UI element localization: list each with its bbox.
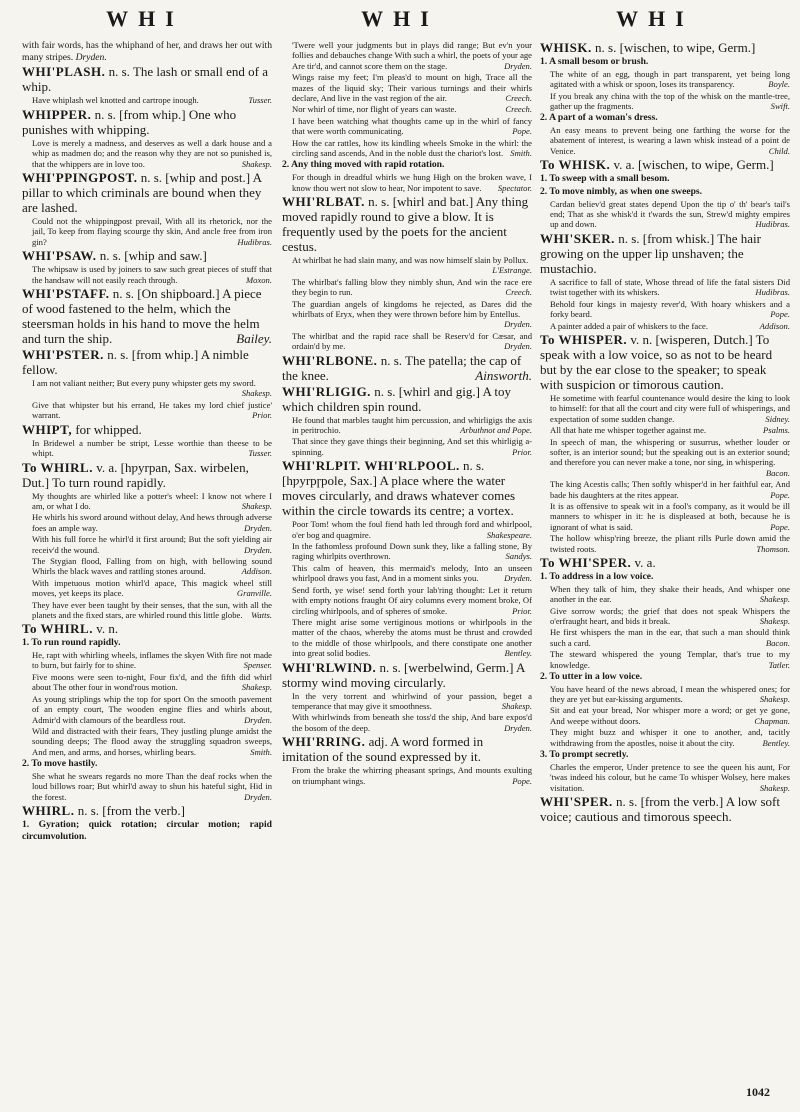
citation: Shakesp. <box>241 158 272 169</box>
quotation-text: Give sorrow words; the grief that does not speak Whispers the o'erfraught heart, and bids it break. <box>550 605 790 626</box>
citation: Chapman. <box>754 715 790 726</box>
quotation <box>282 138 532 159</box>
definition: n. s. [whip and post.] A pillar to which criminals are bound when they are lashed. <box>22 170 262 216</box>
quotation <box>540 69 790 90</box>
citation: Pope. <box>770 309 790 320</box>
headword: WHI'SKER. <box>540 230 615 246</box>
quotation-text: An easy means to prevent being one farthing the worse for the abatement of interest, is wearing a lawn whisk instead of a point de Venice. <box>550 125 790 156</box>
quotation <box>22 491 272 512</box>
quotation <box>22 378 272 399</box>
quotation-text: From the brake the whirring pheasant springs, And mounts exulting on triumphant wings. <box>292 765 532 786</box>
dictionary-entry <box>282 384 532 414</box>
quotation-text: I have been watching what thoughts came up in the whirl of fancy that were worth communicating. <box>292 115 532 137</box>
quotation <box>22 726 272 757</box>
citation: Dryden. <box>504 341 532 352</box>
page-number: 1042 <box>746 1085 770 1099</box>
citation: Arbuthnot and Pope. <box>460 425 532 436</box>
citation: Prior. <box>512 446 532 457</box>
citation: Pope. <box>770 489 790 500</box>
numbered-sense: 2. Any thing moved with rapid rotation. <box>282 159 445 171</box>
quotation <box>22 650 272 671</box>
quotation-text: The white of an egg, though in part transparent, yet being long agitated with a whisk or spoon, loses its transparency. <box>550 68 790 90</box>
dictionary-entry <box>22 248 272 263</box>
headword: WHI'PPINGPOST. <box>22 170 138 186</box>
quotation <box>282 765 532 786</box>
quotation-text: In Bridewel a number be stript, Lesse worthie than theese to be whipt. <box>32 437 272 459</box>
quotation <box>540 125 790 156</box>
quotation <box>282 436 532 457</box>
quotation <box>282 255 532 276</box>
citation: Creech. <box>505 104 532 115</box>
citation: Hudibras. <box>755 287 790 298</box>
quotation-text: Could not the whippingpost prevail, With all its rhetorick, nor the jail, To keep from flaying scourge thy skin, And ancle free from iron gin? <box>32 216 272 247</box>
quotation <box>22 600 272 621</box>
citation: Dryden. <box>244 714 272 725</box>
quotation-text: Wings raise my feet; I'm pleas'd to mount on high, Trace all the mazes of the liquid sky; Their various turnings and their whirls declare, And live in the vast region of the air. <box>292 72 532 104</box>
citation: Dryden. <box>244 544 272 555</box>
quotation <box>540 299 790 320</box>
definition: n. s. [whip and saw.] <box>96 248 207 264</box>
headword: WHI'PLASH. <box>22 64 106 80</box>
quotation-text: With whirlwinds from beneath she toss'd the ship, And bare expos'd the bosom of the deep. <box>292 712 532 733</box>
headword: WHI'SPER. <box>540 794 613 810</box>
quotation <box>22 771 272 802</box>
citation: Swift. <box>770 100 790 111</box>
citation: Smith. <box>510 148 532 159</box>
quotation <box>540 533 790 554</box>
citation: Sandys. <box>505 551 532 562</box>
citation: Hudibras. <box>237 236 272 247</box>
definition: n. s. [On shipboard.] A piece of wood fastened to the helm, which the steersman holds in his hand to move the helm and turn the ship. <box>22 286 262 347</box>
quotation-text: You have heard of the news abroad, I mean the whispered ones; for they are yet but ear-kissing arguments. <box>550 683 790 705</box>
citation: Dryden. <box>244 522 272 533</box>
citation: Psalms. <box>763 425 790 436</box>
citation: Bailey. <box>236 331 272 347</box>
quotation <box>22 216 272 247</box>
quotation-text: Love is merely a madness, and deserves as well a dark house and a whip as madmen do; and the reason why they are not so punished is, that the whippers are in love too. <box>32 137 272 169</box>
headword: WHI'RLWIND. <box>282 659 377 675</box>
definition: n. s. [whirl and bat.] Any thing moved rapidly round to give a blow. It is frequently used by the poets for the ancient cestus. <box>282 193 529 254</box>
citation: Bentley. <box>762 737 790 748</box>
quotation <box>22 694 272 725</box>
quotation <box>540 393 790 424</box>
quotation-text: The whirlbat's falling blow they nimbly shun, And win the race ere they begin to run. <box>292 276 532 298</box>
numbered-sense: 2. A part of a woman's dress. <box>540 112 658 124</box>
dictionary-entry <box>540 40 790 55</box>
quotation-text: He first whispers the man in the ear, that such a man should think such a card. <box>550 627 790 648</box>
headword: WHI'RLPIT. WHI'RLPOOL. <box>282 458 460 474</box>
headword: WHI'RLBONE. <box>282 352 378 368</box>
citation: Shakesp. <box>759 782 790 793</box>
dictionary-entry <box>22 64 272 94</box>
citation: Prior. <box>512 605 532 616</box>
citation: Dryden. <box>244 791 272 802</box>
citation: Spenser. <box>243 660 272 671</box>
quotation <box>540 437 790 479</box>
dictionary-entry <box>282 194 532 254</box>
headword: To WHISK. <box>540 157 611 173</box>
citation: Creech. <box>505 93 532 104</box>
quotation-text: With impetuous motion whirl'd apace, This magick wheel still moves, yet keeps its place. <box>32 577 272 599</box>
definition: n. s. [from whip.] One who punishes with whipping. <box>22 106 237 137</box>
dictionary-entry <box>282 353 532 383</box>
dictionary-entry <box>22 460 272 490</box>
quotation-text: All that hate me whisper together against me. <box>550 425 707 436</box>
quotation <box>282 617 532 659</box>
quotation <box>22 400 272 421</box>
quotation-text: I am not valiant neither; But every puny whipster gets my sword. <box>32 378 256 389</box>
column-middle <box>282 40 532 1090</box>
quotation-text: They have ever been taught by their senses, that the sun, with all the planets and the fixed stars, are whirled round this little globe. <box>32 599 272 620</box>
citation: Dryden. <box>504 319 532 330</box>
definition: v. a. [wischen, to wipe, Germ.] <box>610 157 774 173</box>
quotation-text: As young striplings whip the top for sport On the smooth pavement of an empty court, The wooden engine flies and whirls about, Admir'd with clamours of the beardless rout. <box>32 693 272 725</box>
quotation <box>22 578 272 599</box>
quotation <box>22 534 272 555</box>
citation: Boyle. <box>768 79 790 90</box>
quotation <box>22 438 272 459</box>
definition: n. s. [whirl and gig.] A toy which children spin round. <box>282 383 512 414</box>
headword: WHIRL. <box>22 803 75 819</box>
quotation <box>22 672 272 693</box>
citation: Pope. <box>512 126 532 137</box>
quotation <box>540 762 790 793</box>
citation: Tusser. <box>248 95 272 106</box>
definition: n. s. [werbelwind, Germ.] A stormy wind moving circularly. <box>282 659 525 690</box>
headword: To WHIRL. <box>22 621 93 637</box>
definition: v. a. [hƿyrpan, Sax. wirbelen, Dut.] To turn round rapidly. <box>22 459 249 490</box>
quotation <box>282 299 532 330</box>
citation: Shakesp. <box>241 682 272 693</box>
numbered-sense: 1. To run round rapidly. <box>22 637 121 649</box>
quotation-text: This calm of heaven, this mermaid's melody, Into an unseen whirlpool draws you fast, And in a moment sinks you. <box>292 562 532 584</box>
quotation-text: If you break any china with the top of the whisk on the mantle-tree, gather up the fragments. <box>550 90 790 111</box>
definition: for whipped. <box>72 421 142 437</box>
numbered-sense: 3. To prompt secretly. <box>540 749 629 761</box>
citation: Shakesp. <box>759 694 790 705</box>
quotation-text: When they talk of him, they shake their heads, And whisper one another in the ear. <box>550 583 790 605</box>
quotation-text: Five moons were seen to-night, Four fix'd, and the fifth did whirl about The other four in wond'rous motion. <box>32 671 272 693</box>
citation: Smith. <box>250 746 272 757</box>
quotation <box>282 72 532 103</box>
numbered-sense: 2. To utter in a low voice. <box>540 670 643 682</box>
quotation <box>540 705 790 726</box>
headword: WHI'PSAW. <box>22 248 97 264</box>
quotation <box>282 415 532 436</box>
quotation <box>282 691 532 712</box>
quotation <box>540 627 790 648</box>
numbered-sense: 2. To move hastily. <box>22 758 98 770</box>
quotation <box>282 585 532 616</box>
citation: Tusser. <box>248 448 272 459</box>
numbered-sense: 1. A small besom or brush. <box>540 56 649 67</box>
quotation-text: The steward whispered the young Templar, that's true to my knowledge. <box>550 649 790 670</box>
citation: Shakesp. <box>241 500 272 511</box>
citation: Pope. <box>770 521 790 532</box>
quotation-text: It is as offensive to speak wit in a fool's company, as it would be ill manners to whisper in it: he is displeased at both, because he is ignorant of what is said. <box>550 500 790 532</box>
citation: Addison. <box>759 320 790 331</box>
quotation-text: The whipsaw is used by joiners to saw such great pieces of stuff that the handsaw will not easily reach through. <box>32 264 272 285</box>
quotation <box>282 331 532 352</box>
citation: Shakesp. <box>501 700 532 711</box>
quotation <box>540 501 790 532</box>
quotation <box>282 541 532 562</box>
quotation <box>282 104 532 114</box>
numbered-sense: 1. To sweep with a small besom. <box>540 173 670 185</box>
quotation-text: Behold four kings in majesty rever'd, With hoary whiskers and a forky beard. <box>550 298 790 320</box>
quotation-text: In the very torrent and whirlwind of your passion, beget a temperance that may give it smoothness. <box>292 690 532 711</box>
quotation <box>22 95 272 105</box>
citation: Dryden. <box>504 722 532 733</box>
quotation-text: At whirlbat he had slain many, and was now himself slain by Pollux. <box>292 254 529 265</box>
quotation <box>22 556 272 577</box>
citation: Child. <box>768 145 790 156</box>
quotation-text: The whirlbat and the rapid race shall be Reserv'd for Cæsar, and ordain'd by me. <box>292 330 532 352</box>
dictionary-entry <box>282 660 532 690</box>
citation: Bacon. <box>765 637 790 648</box>
headword: To WHIRL. <box>22 459 93 475</box>
citation: Bacon. <box>765 467 790 478</box>
quotation <box>540 479 790 500</box>
quotation <box>22 512 272 533</box>
quotation <box>282 116 532 137</box>
definition: v. a. <box>631 555 656 570</box>
column-left <box>22 40 272 1090</box>
dictionary-entry <box>540 157 790 172</box>
quotation-text: Give that whipster but his errand, He takes my lord chief justice' warrant. <box>32 399 272 421</box>
headword: WHI'RLBAT. <box>282 193 365 209</box>
citation: Prior. <box>252 410 272 421</box>
citation: Spectator. <box>497 182 532 193</box>
dictionary-entry <box>540 231 790 276</box>
quotation-text: He found that marbles taught him percussion, and whirligigs the axis in peritrochio. <box>292 414 532 436</box>
quotation-text: In speech of man, the whispering or susurrus, whether louder or softer, is an interior sound; but the speaking out is an exterior sound; and therefore you can never make a tone, nor sing, in whispering. <box>550 436 790 468</box>
definition: n. s. [from whisk.] The hair growing on the upper lip unshaven; the mustachio. <box>540 230 761 276</box>
quotation-text: with fair words, has the whiphand of her, and draws her out with many stripes. <box>22 40 272 63</box>
definition: n. s. [from the verb.] A low soft voice; cautious and timorous speech. <box>540 794 780 825</box>
quotation <box>540 277 790 298</box>
citation: Creech. <box>505 287 532 298</box>
column-right <box>540 40 790 1090</box>
dictionary-entry <box>22 107 272 137</box>
quotation <box>282 277 532 298</box>
quotation <box>540 606 790 627</box>
quotation-text: A sacrifice to fall of state, Whose thread of life the fatal sisters Did twist together with its whiskers. <box>550 276 790 298</box>
citation: Dryden. <box>504 573 532 584</box>
dictionary-entry <box>282 458 532 518</box>
quotation <box>540 727 790 748</box>
quotation-text: Wild and distracted with their fears, They justling plunge amidst the sounding deeps; The flood away the struggling squadron sweeps, And men, and arms, and horses, whirling bears. <box>32 725 272 757</box>
citation: Tatler. <box>768 659 790 670</box>
numbered-sense: 1. To address in a low voice. <box>540 571 654 582</box>
quotation-text: They might buzz and whisper it one to another, and, tacitly withdrawing from the apostles, noise it about the city. <box>550 727 790 748</box>
headword: To WHISPER. <box>540 331 628 347</box>
quotation-text: For though in dreadful whirls we hung High on the broken wave, I know thou wert not slow to hear, Nor impotent to save. <box>292 172 532 193</box>
headword: WHI'PSTAFF. <box>22 286 110 302</box>
quotation <box>540 425 790 435</box>
definition: n. s. [hƿyrpɼpole, Sax.] A place where the water moves circularly, and draws whatever comes within the circle towards its centre; a vortex. <box>282 458 516 519</box>
definition: n. s. [from the verb.] <box>74 803 185 819</box>
quotation-text: The hollow whisp'ring breeze, the pliant rills Purle down amid the twisted roots. <box>550 533 790 554</box>
quotation <box>22 138 272 169</box>
quotation-text: Poor Tom! whom the foul fiend hath led through ford and whirlpool, o'er bog and quagmire. <box>292 519 532 540</box>
definition: n. s. [wischen, to wipe, Germ.] <box>591 40 756 55</box>
running-head-center: WHI <box>361 6 439 31</box>
quotation <box>282 172 532 193</box>
definition: adj. A word formed in imitation of the sound expressed by it. <box>282 734 484 765</box>
citation: Shakesp. <box>759 615 790 626</box>
dictionary-entry <box>22 286 272 346</box>
headword: WHI'RLIGIG. <box>282 383 371 399</box>
headword: WHIPT, <box>22 421 73 437</box>
quotation <box>22 264 272 285</box>
citation: Pope. <box>512 775 532 786</box>
dictionary-entry <box>22 621 272 636</box>
dictionary-entry <box>282 734 532 764</box>
dictionary-entry <box>22 347 272 377</box>
quotation <box>282 563 532 584</box>
quotation-text: Sit and eat your bread, Nor whisper more a word; or get ye gone, And weepe without doors. <box>550 705 790 726</box>
headword: To WHI'SPER. <box>540 555 632 570</box>
quotation-text: 'Twere well your judgments but in plays did range; But ev'n your follies and debauches change With such a whirl, the poets of your age Are tir'd, and cannot score them on the stage. <box>292 40 532 71</box>
quotation-text: A painter added a pair of whiskers to the face. <box>550 320 708 331</box>
quotation <box>282 40 532 71</box>
numbered-sense: 2. To move nimbly, as when one sweeps. <box>540 185 703 197</box>
quotation <box>540 684 790 705</box>
definition: n. s. The lash or small end of a whip. <box>22 64 268 95</box>
quotation-text: How the car rattles, how its kindling wheels Smoke in the whirl: the circling sand ascends, And in the noble dust the chariot's lost. <box>292 137 532 159</box>
quotation-text: The king Acestis calls; Then softly whisper'd in her faithful ear, And bade his daughters at the rites appear. <box>550 479 790 500</box>
dictionary-entry <box>22 170 272 215</box>
quotation-text: Have whiplash wel knotted and cartrope inough. <box>32 95 199 106</box>
citation: Shakesp. <box>759 594 790 605</box>
quotation-text: He sometime with fearful countenance would desire the king to look to himself: for that all the court and city were full of whisperings, and expectation of some sudden change. <box>550 392 790 424</box>
quotation-text: Cardan believ'd great states depend Upon the tip o' th' bear's tail's end; That as she whisk'd it t'wards the sun, Strew'd mighty empires up and down. <box>550 198 790 230</box>
quotation-text: There might arise some vertiginous motions or whirlpools in the matter of the chaos, whereby the atoms must be thrust and crowded to the middle of those whirlpools, and there constipate one another into great solid bodies. <box>292 616 532 659</box>
citation: Dryden. <box>75 51 107 63</box>
quotation-text: The Stygian flood, Falling from on high, with bellowing sound Whirls the black waves and rattling stones around. <box>32 555 272 577</box>
citation: Ainsworth. <box>475 367 532 383</box>
definition: n. s. The patella; the cap of the knee. <box>282 352 522 383</box>
dictionary-entry <box>22 803 272 818</box>
citation: Hudibras. <box>755 219 790 230</box>
citation: Addison. <box>241 566 272 577</box>
running-head-right: WHI <box>616 6 694 31</box>
quotation <box>540 321 790 331</box>
citation: Shakesp. <box>241 388 272 399</box>
definition: n. s. [from whip.] A nimble fellow. <box>22 347 249 378</box>
citation: L'Estrange. <box>492 265 532 276</box>
quotation-text: In the fathomless profound Down sunk they, like a falling stone, By raging whirlpits overthrown. <box>292 541 532 562</box>
quotation <box>540 584 790 605</box>
citation: Sidney. <box>765 413 790 424</box>
definition: v. n. [wisperen, Dutch.] To speak with a low voice, so as not to be heard but by the ear close to the speaker; to speak with suspicion or timorous caution. <box>540 331 773 392</box>
definition: v. n. <box>92 621 119 637</box>
body-text <box>22 40 272 63</box>
quotation <box>540 199 790 230</box>
quotation-text: My thoughts are whirled like a potter's wheel: I know not where I am, or what I do. <box>32 490 272 511</box>
citation: Moxon. <box>245 274 272 285</box>
citation: Granville. <box>236 588 272 599</box>
quotation <box>282 712 532 733</box>
quotation-text: Charles the emperor, Under pretence to see the queen his aunt, For 'twas indeed his colour, but he came To whisper Wolsey, here makes visitation. <box>550 761 790 793</box>
quotation-text: He whirls his sword around without delay, And hews through adverse foes an ample way. <box>32 512 272 533</box>
quotation-text: He, rapt with whirling wheels, inflames the skyen With fire not made to burn, but fairly for to shine. <box>32 650 272 671</box>
quotation-text: That since they gave things their beginning, And set this whirligig a-spinning. <box>292 436 532 457</box>
headword: WHISK. <box>540 40 592 55</box>
headword: WHIPPER. <box>22 106 92 122</box>
headword: WHI'PSTER. <box>22 347 104 363</box>
citation: Shakespeare. <box>486 529 532 540</box>
numbered-sense: 1. Gyration; quick rotation; circular motion; rapid circumvolution. <box>22 819 272 842</box>
quotation-text: The guardian angels of kingdoms he rejected, as Dares did the whirlbats of Eryx, when they were thrown before him by Entellus. <box>292 298 532 320</box>
quotation-text: Nor whirl of time, nor flight of years can waste. <box>292 104 457 115</box>
dictionary-entry <box>540 332 790 392</box>
citation: Bentley. <box>504 648 532 659</box>
quotation-text: She what he swears regards no more Than the deaf rocks when the loud billows roar; But whirl'd away to shun his hateful sight, Hid in the forest. <box>32 770 272 802</box>
headword: WHI'RRING. <box>282 734 366 750</box>
citation: Watts. <box>251 609 272 620</box>
dictionary-entry <box>540 794 790 824</box>
running-head-left: WHI <box>106 6 184 31</box>
citation: Dryden. <box>504 60 532 71</box>
quotation <box>282 519 532 540</box>
citation: Thomson. <box>756 543 790 554</box>
quotation-text: With his full force he whirl'd it first around; But the soft yielding air receiv'd the wound. <box>32 534 272 555</box>
quotation <box>540 649 790 670</box>
dictionary-entry <box>540 555 790 570</box>
quotation-text: Send forth, ye wise! send forth your lab'ring thought: Let it return with empty notions fraught Of airy columns every moment broke, Of circling whirlpools, and of spheres of smoke. <box>292 584 532 616</box>
dictionary-entry <box>22 422 272 437</box>
quotation <box>540 91 790 112</box>
